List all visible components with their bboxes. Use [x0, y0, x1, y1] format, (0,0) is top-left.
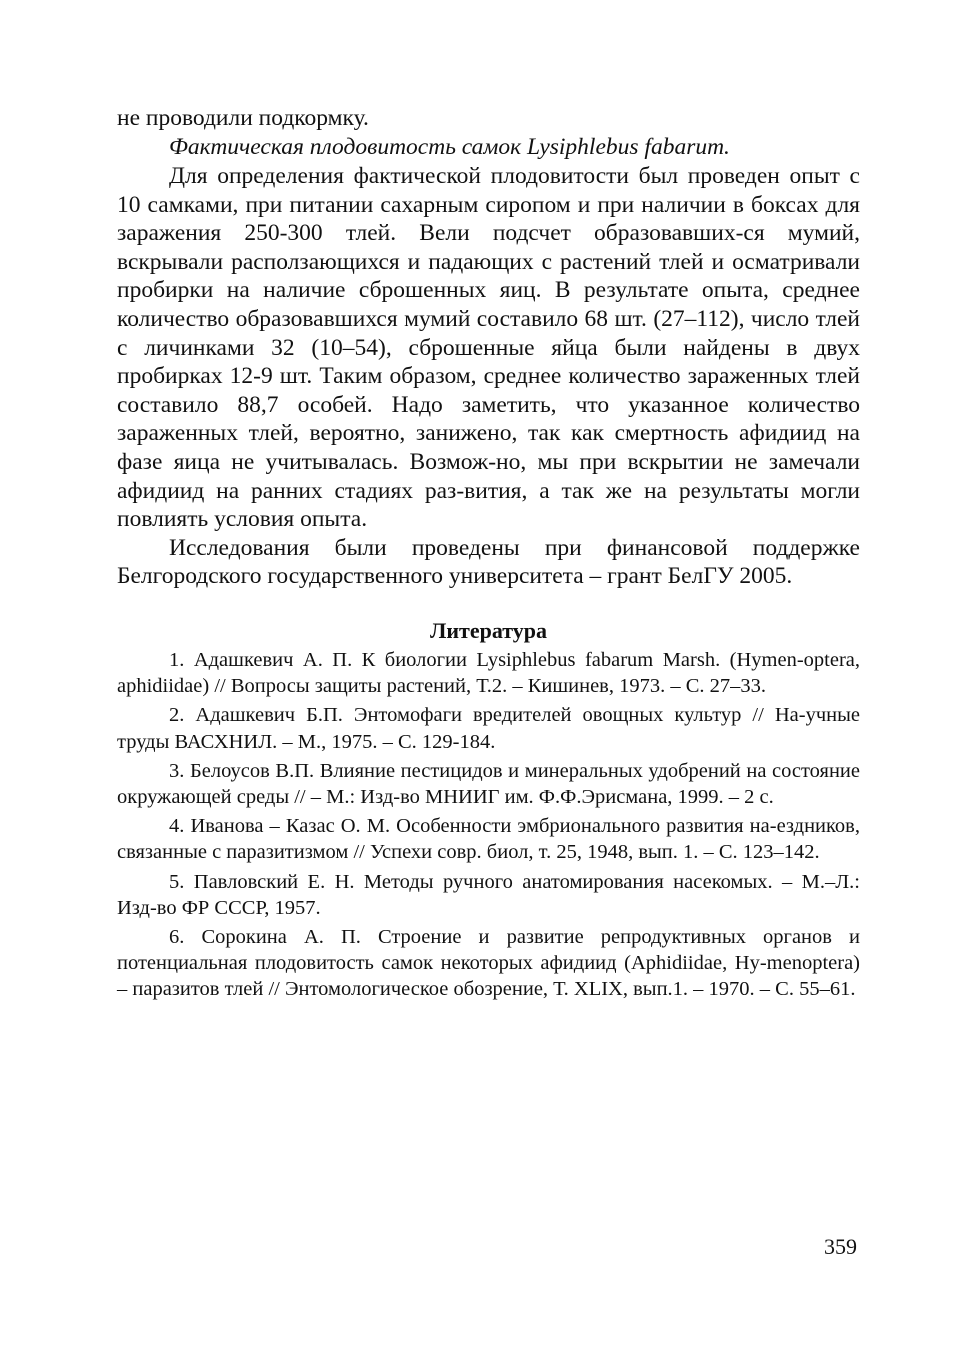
reference-item: 2. Адашкевич Б.П. Энтомофаги вредителей овощных культур // На-учные труды ВАСХНИЛ. – М., 1975. – С. 129-184. [117, 704, 860, 753]
reference-item: 4. Иванова – Казас О. М. Особенности эмбрионального развития на-ездников, связанные с паразитизмом // Успехи совр. биол, т. 25, 1948, вып. 1. – С. 123–142. [117, 815, 860, 864]
references-heading: Литература [429, 617, 548, 643]
paragraph-funding: Исследования были проведены при финансовой поддержке Белгородского государственного университета – грант БелГУ 2005. [117, 534, 860, 590]
reference-item: 1. Адашкевич А. П. К биологии Lysiphlebus fabarum Marsh. (Hymen-optera, aphidiidae) // Вопросы защиты растений, Т.2. – Кишинев, 1973. – С. 27–33. [117, 648, 860, 698]
reference-item: 5. Павловский Е. Н. Методы ручного анатомирования насекомых. – М.–Л.: Изд-во ФР СССР, 1957. [117, 870, 860, 919]
continued-line: не проводили подкормку. [117, 105, 369, 131]
document-page [117, 104, 860, 1006]
paragraph-experiment: Для определения фактической плодовитости был проведен опыт с 10 самками, при питании сахарным сиропом и при наличии в боксах для заражения 250-300 тлей. Вели подсчет образовавших-ся мумий, вскрывали расползающихся и падающих с растений тлей и осматривали пробирки на наличие сброшенных яиц. В результате опыта, среднее количество образовавшихся мумий составило 68 шт. (27–112), число тлей с личинками 32 (10–54), сброшенные яйца были найдены в двух пробирках 12-9 шт. Таким образом, среднее количество зараженных тлей составило 88,7 особей. Надо заметить, что указанное количество зараженных тлей, вероятно, занижено, так как смертность афидиид на фазе яица не учитывалась. Возмож-но, мы при вскрытии не замечали афидиид на ранних стадиях раз-вития, а так же на результаты могли повлиять условия опыта. [117, 163, 860, 533]
references-list [117, 647, 860, 1003]
reference-item: 3. Белоусов В.П. Влияние пестицидов и минеральных удобрений на состояние окружающей среды // – М.: Изд-во МНИИГ им. Ф.Ф.Эрисмана, 1999. – 2 с. [117, 759, 860, 808]
reference-item: 6. Сорокина А. П. Строение и развитие репродуктивных органов и потенциальная плодовитость самок некоторых афидиид (Aphidiidae, Hy-menoptera) – паразитов тлей // Энтомологическое обозрение, Т. XLIX, вып.1. – 1970. – С. 55–61. [117, 925, 860, 1001]
page-number: 359 [824, 1234, 857, 1259]
section-subheading: Фактическая плодовитость самок Lysiphlebus fabarum. [169, 134, 730, 160]
